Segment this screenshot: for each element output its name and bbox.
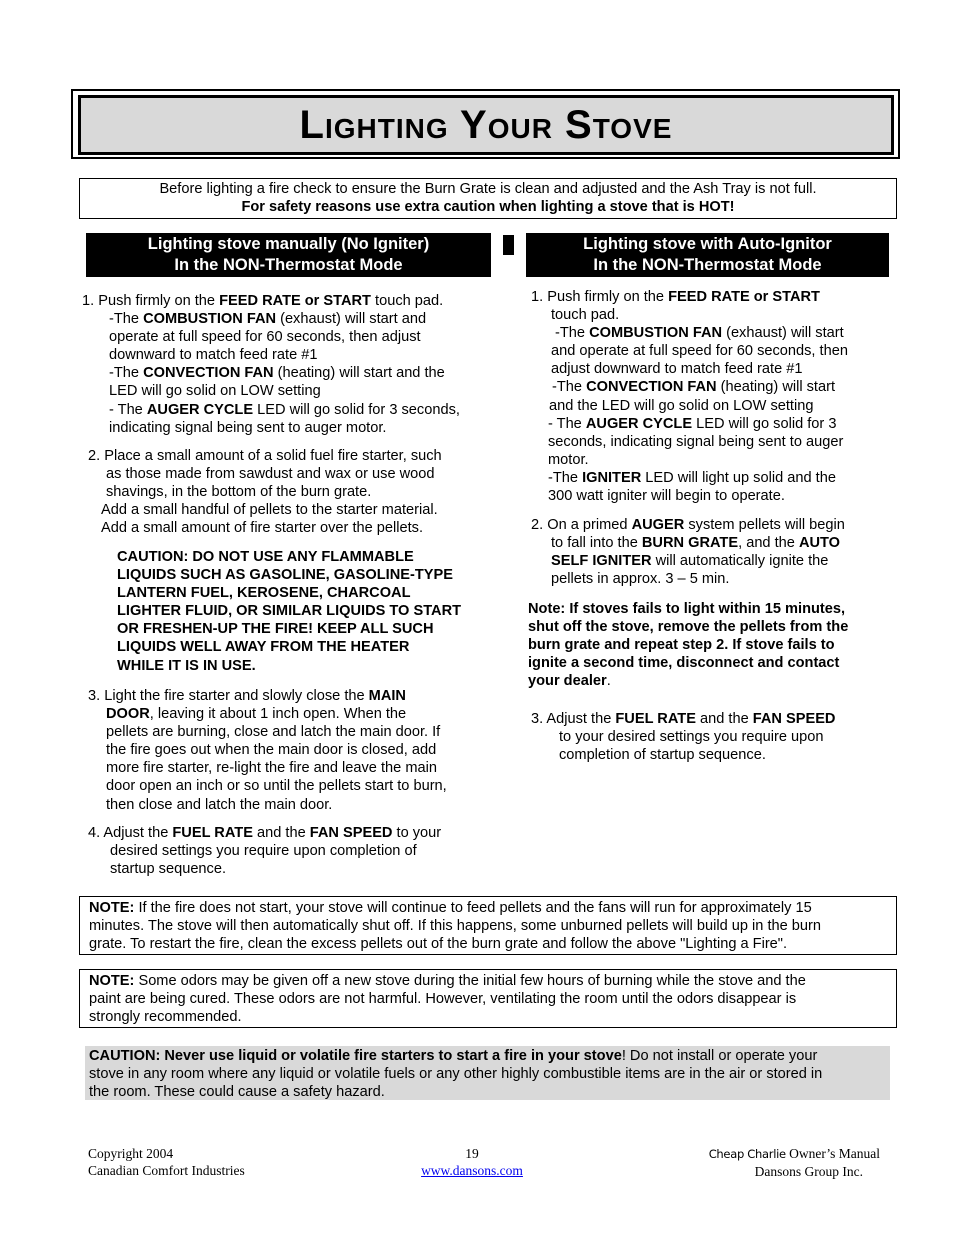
text-bold: MAIN xyxy=(368,688,406,704)
text: downward to match feed rate #1 xyxy=(109,347,318,364)
text-bold: FAN SPEED xyxy=(752,711,836,727)
text-bold: CONVECTION FAN xyxy=(143,365,274,382)
text: 1. Push firmly on the xyxy=(531,289,669,305)
text: (exhaust) will start and xyxy=(276,311,427,328)
text: 3. Light the fire starter and slowly close the xyxy=(88,688,369,704)
text: door open an inch or so until the pellets start to burn, xyxy=(106,778,447,795)
text: paint are being cured. These odors are not harmful. However, ventilating the room until the odors disappear is xyxy=(89,991,797,1007)
text: -The xyxy=(109,311,144,328)
intro-box xyxy=(79,178,897,219)
text: LED will go solid for 3 seconds, xyxy=(253,401,460,418)
text: (heating) will start xyxy=(716,379,836,396)
text-bold: FEED RATE or START xyxy=(219,293,371,309)
text: -The xyxy=(548,469,583,486)
note-line: ignite a second time, disconnect and contact xyxy=(528,655,840,672)
text: , and the xyxy=(738,535,799,552)
right-step-2 xyxy=(531,516,845,588)
text: touch pad. xyxy=(370,293,444,309)
text: motor. xyxy=(548,451,589,468)
caution-line: OR FRESHEN-UP THE FIRE! KEEP ALL SUCH xyxy=(117,621,434,638)
left-step-4 xyxy=(88,824,441,878)
text-bold: COMBUSTION FAN xyxy=(589,325,723,342)
column-marker xyxy=(503,235,514,255)
text: 2. On a primed xyxy=(531,517,632,533)
text-bold: SELF IGNITER xyxy=(551,553,652,570)
caution-line: LIQUIDS WELL AWAY FROM THE HEATER xyxy=(117,639,410,656)
text-bold: FUEL RATE xyxy=(615,711,696,727)
note-line: shut off the stove, remove the pellets from the xyxy=(528,619,849,636)
right-note xyxy=(528,600,848,690)
caution-box xyxy=(85,1046,890,1100)
footer-center xyxy=(402,1145,542,1179)
text: pellets in approx. 3 – 5 min. xyxy=(551,571,730,588)
note-box-fire xyxy=(79,896,897,955)
text-bold: COMBUSTION FAN xyxy=(143,311,277,328)
text: and the xyxy=(252,825,310,841)
text: LED will go solid for 3 xyxy=(692,415,837,432)
right-step-3 xyxy=(531,710,835,764)
text-bold: FAN SPEED xyxy=(309,825,393,841)
text: stove in any room where any liquid or volatile fuels or any other highly combustible items are in the air or stored in xyxy=(89,1066,823,1082)
text: (exhaust) will start xyxy=(722,325,844,342)
text: , leaving it about 1 inch open. When the xyxy=(149,706,407,723)
text: Some odors may be given off a new stove during the initial few hours of burning while the stove and the xyxy=(134,973,806,989)
website-link[interactable]: www.dansons.com xyxy=(421,1163,523,1178)
text: minutes. The stove will then automatically shut off. If this happens, some unburned pellets will build up in the burn xyxy=(89,918,821,934)
text: seconds, indicating signal being sent to auger xyxy=(548,433,844,450)
right-section-header xyxy=(526,233,889,277)
text: and operate at full speed for 60 seconds, then xyxy=(551,343,848,360)
note-box-odors xyxy=(79,969,897,1028)
manual-label: Owner’s Manual xyxy=(785,1146,880,1161)
text: LED will go solid on LOW setting xyxy=(109,383,321,400)
text: the fire goes out when the main door is closed, add xyxy=(106,742,437,759)
text: to your xyxy=(392,825,442,841)
note-line: your dealer xyxy=(528,673,607,690)
left-header-line1: Lighting stove manually (No Igniter) xyxy=(147,235,430,253)
text: to fall into the xyxy=(551,535,642,552)
left-caution xyxy=(117,548,461,675)
caution-line: LIQUIDS SUCH AS GASOLINE, GASOLINE-TYPE xyxy=(117,567,453,584)
text: the room. These could cause a safety hazard. xyxy=(89,1084,385,1100)
text: 3. Adjust the xyxy=(531,711,616,727)
text: and the xyxy=(695,711,753,727)
group-name: Dansons Group Inc. xyxy=(754,1164,863,1179)
text: startup sequence. xyxy=(110,861,227,878)
left-section-header xyxy=(86,233,491,277)
text: shavings, in the bottom of the burn grate. xyxy=(106,484,372,501)
text: - The xyxy=(548,415,586,432)
note-line: Note: If stoves fails to light within 15 minutes, xyxy=(528,601,846,617)
company-name: Canadian Comfort Industries xyxy=(88,1163,245,1178)
text: 1. Push firmly on the xyxy=(82,293,220,309)
text-bold: IGNITER xyxy=(582,469,642,486)
text: desired settings you require upon completion of xyxy=(110,843,417,860)
left-step-1 xyxy=(82,292,460,437)
text-bold: FEED RATE or START xyxy=(668,289,820,305)
caution-line: WHILE IT IS IN USE. xyxy=(117,657,256,674)
note-line: burn grate and repeat step 2. If stove fails to xyxy=(528,637,835,654)
text: touch pad. xyxy=(551,307,620,324)
brand-name: Cheap Charlie xyxy=(708,1147,786,1161)
text: - The xyxy=(109,401,147,418)
text: operate at full speed for 60 seconds, then adjust xyxy=(109,329,421,346)
text: ! Do not install or operate your xyxy=(621,1048,818,1064)
text-bold: AUTO xyxy=(798,535,841,552)
page-title: Lighting Your Stove xyxy=(299,102,673,147)
text: If the fire does not start, your stove will continue to feed pellets and the fans will run for approximately 15 xyxy=(134,900,812,916)
text: Add a small amount of fire starter over the pellets. xyxy=(101,520,424,537)
text: grate. To restart the fire, clean the excess pellets out of the burn grate and follow the above "Lighting a Fire". xyxy=(89,936,788,952)
text: Add a small handful of pellets to the starter material. xyxy=(101,502,438,519)
text: -The xyxy=(555,325,590,342)
page-number: 19 xyxy=(465,1146,479,1161)
right-header-line1: Lighting stove with Auto-Ignitor xyxy=(583,235,832,253)
left-step-2 xyxy=(88,447,442,537)
note-label: NOTE: xyxy=(89,973,135,989)
text: 300 watt igniter will begin to operate. xyxy=(548,488,785,505)
text: 2. Place a small amount of a solid fuel fire starter, such xyxy=(88,448,442,464)
caution-line: LIGHTER FLUID, OR SIMILAR LIQUIDS TO START xyxy=(117,603,462,620)
text: indicating signal being sent to auger motor. xyxy=(109,419,387,436)
text-bold: AUGER CYCLE xyxy=(146,401,254,418)
intro-line: Before lighting a fire check to ensure the Burn Grate is clean and adjusted and the Ash Tray is not full. xyxy=(159,181,817,197)
text-bold: DOOR xyxy=(106,706,150,723)
caution-line: CAUTION: DO NOT USE ANY FLAMMABLE xyxy=(117,549,414,565)
text: then close and latch the main door. xyxy=(106,796,333,813)
text-bold: FUEL RATE xyxy=(172,825,253,841)
text: and the LED will go solid on LOW setting xyxy=(549,397,814,414)
text: strongly recommended. xyxy=(89,1009,242,1025)
text-bold: AUGER CYCLE xyxy=(585,415,693,432)
title-banner xyxy=(78,95,894,155)
text: adjust downward to match feed rate #1 xyxy=(551,361,803,378)
intro-warning: For safety reasons use extra caution when lighting a stove that is HOT! xyxy=(241,199,735,215)
text: . xyxy=(606,673,611,690)
text: pellets are burning, close and latch the main door. If xyxy=(106,724,441,741)
text-bold: BURN GRATE xyxy=(641,535,739,552)
text: -The xyxy=(109,365,144,382)
text: completion of startup sequence. xyxy=(559,747,766,764)
text: system pellets will begin xyxy=(684,517,845,533)
text: LED will light up solid and the xyxy=(641,469,836,486)
footer-right xyxy=(660,1145,880,1180)
left-header-line2: In the NON-Thermostat Mode xyxy=(174,256,403,274)
footer-left xyxy=(88,1145,245,1179)
text: will automatically ignite the xyxy=(651,553,829,570)
text: (heating) will start and the xyxy=(273,365,445,382)
text: more fire starter, re-light the fire and leave the main xyxy=(106,760,437,777)
right-header-line2: In the NON-Thermostat Mode xyxy=(593,256,822,274)
caution-bold: CAUTION: Never use liquid or volatile fire starters to start a fire in your stove xyxy=(89,1048,622,1064)
caution-line: LANTERN FUEL, KEROSENE, CHARCOAL xyxy=(117,585,411,602)
text: to your desired settings you require upon xyxy=(559,729,824,746)
right-step-1 xyxy=(531,288,848,505)
text: 4. Adjust the xyxy=(88,825,173,841)
text: -The xyxy=(552,379,587,396)
copyright: Copyright 2004 xyxy=(88,1146,174,1161)
left-step-3 xyxy=(88,687,447,814)
text-bold: CONVECTION FAN xyxy=(586,379,717,396)
text-bold: AUGER xyxy=(631,517,685,533)
text: as those made from sawdust and wax or use wood xyxy=(106,466,435,483)
note-label: NOTE: xyxy=(89,900,135,916)
